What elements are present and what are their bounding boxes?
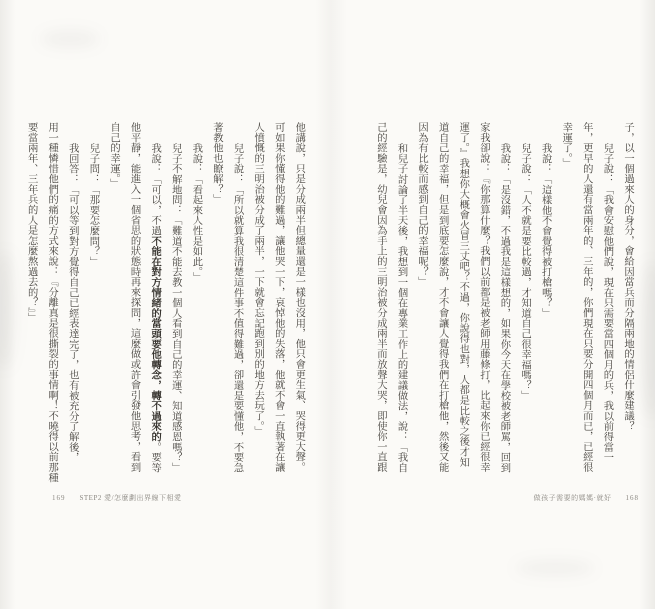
- body-text: 家我卻說：『你那算什麼？我們以前都是被老師用藤條打，比起來你已經很幸: [477, 122, 489, 473]
- text-column: [431, 122, 452, 490]
- body-text: 兒子不解地問：「難道不能去教一個人看到自己的幸運、知道感恩嗎？」: [169, 143, 181, 473]
- body-text: 我回答：「可以等到對方覺得自己已經表達完了，也有被充分了解後，: [66, 143, 78, 463]
- right-page: [327, 0, 655, 609]
- text-column: [288, 122, 309, 490]
- text-column: [575, 122, 596, 490]
- body-text: 著教他也瞭解？」: [210, 122, 222, 205]
- body-text: 我說：「看起來人性是如此。」: [190, 143, 202, 283]
- body-text: 他平靜，能進入一個省思的狀態時再來探問，這麼做或許會引發他思考，看到: [128, 122, 140, 473]
- text-column: [513, 122, 534, 490]
- text-column: [144, 122, 165, 490]
- body-text: 年，更早的人還有當兩年的、三年的，你們現在只要分開四個月而已，已經很: [580, 122, 592, 473]
- text-column: [123, 122, 144, 490]
- text-column: [185, 122, 206, 490]
- emphasized-text: 不能在對方情緒的當頭要他轉念，轉不過來的: [149, 235, 161, 442]
- text-column: [596, 122, 617, 490]
- text-column: [41, 122, 62, 490]
- text-column: [61, 122, 82, 490]
- text-column: [82, 122, 103, 490]
- body-text: 我說：「是沒錯，不過我是這樣想的，如果你今天在學校被老師罵，回到: [498, 143, 510, 473]
- chapter-label: STEP2 愛/怎麼劃出界線下相愛: [79, 494, 182, 502]
- body-text: 子，以一個過來人的身分，會給因當兵而分隔兩地的情侶什麼建議？: [622, 122, 633, 431]
- body-text: 己的經驗是，幼兒會因為手上的三明治被分成兩半而放聲大哭，即使你一直跟: [374, 122, 386, 473]
- body-text: 兒子說：「我會安慰他們說，現在只需要當四個月的兵，我以前得當一: [601, 143, 613, 463]
- text-column: [205, 122, 226, 490]
- text-column: [616, 122, 637, 490]
- text-column: [267, 122, 288, 490]
- left-page-number: 169: [52, 494, 66, 502]
- right-page-text: [369, 122, 637, 490]
- body-text: 他講說，只是分成兩半但總量還是一樣也沒用，他只會更生氣、哭得更大聲。: [293, 122, 305, 473]
- body-text: 幸運了。」: [560, 122, 572, 169]
- text-column: [452, 122, 473, 490]
- body-text: 兒子說：「所以就算我很清楚這件事不值得難過，卻還是要懂他，不要急: [231, 143, 243, 473]
- right-page-number: 168: [625, 494, 639, 502]
- text-column: [555, 122, 576, 490]
- body-text: 我說：「可以，不過: [149, 143, 161, 236]
- book-title-label: 做孩子需要的媽媽·就好: [533, 494, 612, 502]
- text-column: [390, 122, 411, 490]
- text-column: [164, 122, 185, 490]
- body-text: 道自己的幸福，但是到底要怎麼說，才不會讓人覺得我們在打槍他，然後又能: [436, 122, 448, 473]
- body-text: 可如果你懂得他的難過，讓他哭一下，哀悼他的失落，他就不會一直執著在讓: [272, 122, 284, 473]
- left-page-text: [20, 122, 308, 490]
- text-column: [472, 122, 493, 490]
- body-text: 兒子說：「人不就是要比較過，才知道自己很幸福嗎？」: [519, 143, 531, 401]
- right-page-footer: [534, 493, 639, 503]
- left-page: [0, 0, 327, 609]
- body-text: 。要等: [149, 441, 161, 473]
- text-column: [247, 122, 268, 490]
- text-column: [20, 122, 41, 490]
- text-column: [493, 122, 514, 490]
- left-page-footer: [52, 493, 182, 503]
- text-column: [102, 122, 123, 490]
- body-text: 人憤慨的三明治被分成了兩半，一下就會忘記跑到別的地方去玩了。」: [252, 122, 264, 437]
- text-column: [369, 122, 390, 490]
- body-text: 因為有比較而感到自己的幸福呢？」: [416, 122, 428, 287]
- text-column: [410, 122, 431, 490]
- text-column: [534, 122, 555, 490]
- body-text: 要當兩年、三年兵的人是怎麼熬過去的？』」: [25, 122, 37, 323]
- body-text: 我說：「這樣他不會覺得被打槍嗎？」: [539, 143, 551, 319]
- text-column: [226, 122, 247, 490]
- body-text: 用一種憐惜他們的痛的方式來說：『分離真是很撕裂的事情啊！不曉得以前那種: [46, 122, 58, 483]
- body-text: 兒子問：「那要怎麼問？」: [87, 143, 99, 267]
- body-text: 運了。』我想你大概會火冒三丈吧？不過，你說得也對，人都是比較之後才知: [457, 122, 469, 468]
- body-text: 和兒子討論了半天後，我想到一個在專業工作上的建議做法，說：「我自: [395, 143, 407, 473]
- body-text: 自己的幸運。」: [107, 122, 119, 189]
